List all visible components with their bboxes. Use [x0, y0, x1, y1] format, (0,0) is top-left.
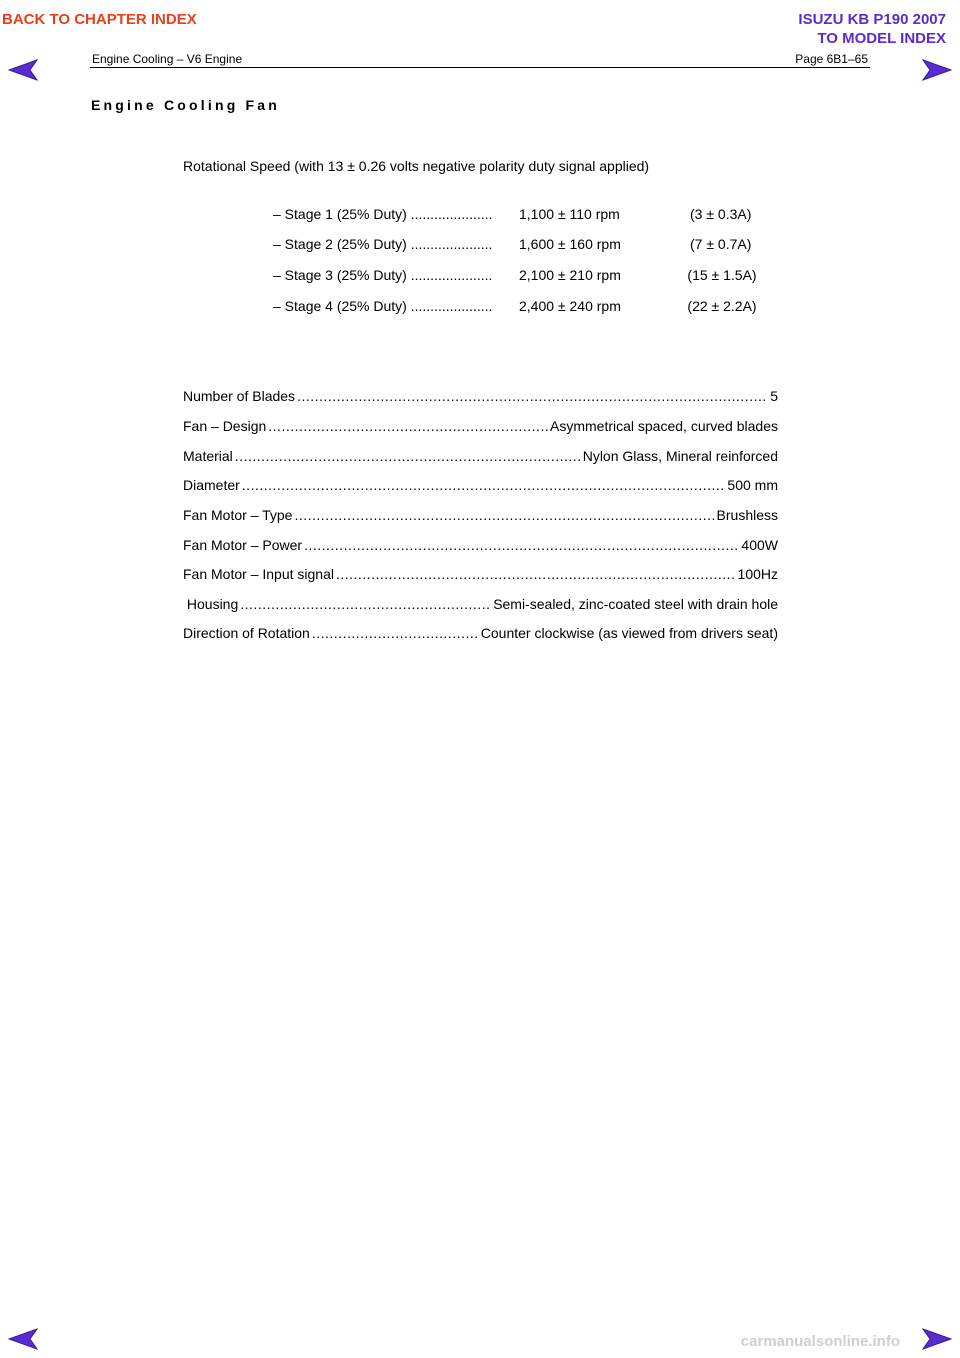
spec-value: Asymmetrical spaced, curved blades — [550, 418, 778, 434]
stage-label: – Stage 2 (25% Duty) ..................... — [273, 236, 493, 252]
header-chapter-title: Engine Cooling – V6 Engine — [92, 52, 243, 66]
watermark-footer: carmanualsonline.info — [740, 1333, 900, 1350]
dot-leader — [312, 625, 479, 641]
spec-row-motor-power — [183, 535, 778, 553]
section-title: Engine Cooling Fan — [91, 97, 281, 113]
spec-row-direction-of-rotation — [183, 623, 778, 641]
spec-row-number-of-blades — [183, 386, 778, 404]
spec-label: Housing — [183, 596, 239, 612]
rotational-speed-intro: Rotational Speed (with 13 ± 0.26 volts negative polarity duty signal applied) — [183, 158, 650, 174]
spec-label: Fan Motor – Power — [183, 537, 303, 553]
previous-page-left-arrow-icon[interactable] — [8, 59, 38, 81]
dot-leader — [336, 566, 736, 582]
spec-value: Brushless — [716, 507, 778, 523]
stage-current: (3 ± 0.3A) — [690, 206, 752, 222]
stage-current: (7 ± 0.7A) — [690, 236, 752, 252]
spec-row-material — [183, 446, 778, 464]
spec-label: Material — [183, 448, 233, 464]
dot-leader — [242, 477, 726, 493]
spec-value: Counter clockwise (as viewed from drivers seat) — [480, 625, 778, 641]
stage-row — [0, 236, 960, 256]
spec-row-motor-type — [183, 505, 778, 523]
spec-label: Fan – Design — [183, 418, 267, 434]
stage-label: – Stage 3 (25% Duty) ..................... — [273, 267, 493, 283]
header-page-number: Page 6B1–65 — [795, 52, 868, 66]
stage-rpm: 2,400 ± 240 rpm — [519, 298, 621, 314]
spec-value: Nylon Glass, Mineral reinforced — [582, 448, 778, 464]
stage-rpm: 1,100 ± 110 rpm — [519, 206, 620, 222]
spec-label: Diameter — [183, 477, 240, 493]
stage-current: (22 ± 2.2A) — [687, 298, 757, 314]
spec-label: Fan Motor – Input signal — [183, 566, 334, 582]
stage-row — [0, 298, 960, 318]
stage-row — [0, 206, 960, 226]
stage-rpm: 2,100 ± 210 rpm — [519, 267, 621, 283]
stage-rpm: 1,600 ± 160 rpm — [519, 236, 621, 252]
stage-label: – Stage 1 (25% Duty) ..................... — [273, 206, 493, 222]
spec-row-diameter — [183, 475, 778, 493]
dot-leader — [294, 507, 714, 523]
next-page-right-arrow-icon[interactable] — [922, 59, 952, 81]
back-to-chapter-index-link[interactable]: BACK TO CHAPTER INDEX — [2, 11, 197, 28]
spec-row-input-signal — [183, 564, 778, 582]
spec-value: 100Hz — [737, 566, 778, 582]
spec-label: Fan Motor – Type — [183, 507, 293, 523]
stage-row — [0, 267, 960, 287]
to-model-index-link[interactable]: TO MODEL INDEX — [817, 30, 946, 47]
spec-value: 5 — [770, 388, 778, 404]
spec-row-housing — [183, 594, 778, 612]
stage-label: – Stage 4 (25% Duty) ..................... — [273, 298, 493, 314]
dot-leader — [297, 388, 768, 404]
spec-value: Semi-sealed, zinc-coated steel with drain hole — [493, 596, 778, 612]
stage-current: (15 ± 1.5A) — [687, 267, 757, 283]
dot-leader — [304, 537, 739, 553]
dot-leader — [268, 418, 548, 434]
model-title-link[interactable]: ISUZU KB P190 2007 — [798, 11, 946, 28]
spec-row-fan-design — [183, 416, 778, 434]
dot-leader — [235, 448, 581, 464]
next-page-right-arrow-icon-bottom[interactable] — [922, 1328, 952, 1350]
header-divider — [90, 67, 870, 68]
spec-label: Direction of Rotation — [183, 625, 310, 641]
spec-label: Number of Blades — [183, 388, 296, 404]
dot-leader — [240, 596, 491, 612]
spec-value: 500 mm — [727, 477, 778, 493]
previous-page-left-arrow-icon-bottom[interactable] — [8, 1328, 38, 1350]
spec-value: 400W — [741, 537, 778, 553]
